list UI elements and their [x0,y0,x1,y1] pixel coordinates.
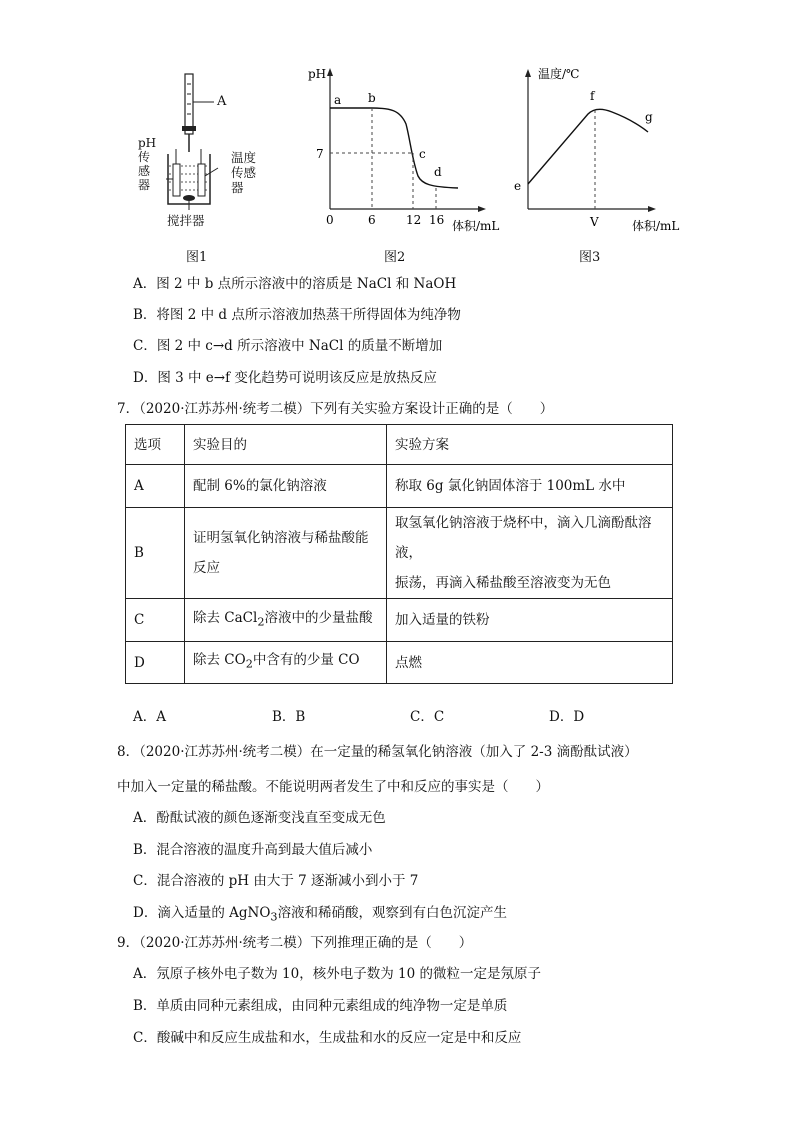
fig2-ylabel: pH [308,67,327,81]
plan-cell: 称取 6g 氯化钠固体溶于 100mL 水中 [387,465,673,508]
q7-stem: 7．（2020·江苏苏州·统考二模）下列有关实验方案设计正确的是（ ） [117,401,554,417]
q7-answer-c: C．C [410,709,445,725]
fig1-caption: 图1 [186,250,208,265]
purpose-cell [185,642,387,684]
q6-option-a: A．图 2 中 b 点所示溶液中的溶质是 NaCl 和 NaOH [133,276,457,292]
fig1-ph-sensor-line: pH [138,136,157,150]
purpose-line: 证明氢氧化钠溶液与稀盐酸能 [193,530,369,546]
table-row [126,465,673,508]
header-cell: 实验目的 [185,425,387,465]
option-text: D．滴入适量的 AgNO [133,905,271,921]
q7-table [125,424,673,684]
table-row [126,599,673,642]
purpose-text: 溶液中的少量盐酸 [264,609,373,626]
q8-option-c: C．混合溶液的 pH 由大于 7 逐渐减小到小于 7 [133,873,419,889]
fig1-ph-sensor-line: 传 [138,150,151,164]
q6-option-c: C．图 2 中 c→d 所示溶液中 NaCl 的质量不断增加 [133,338,443,354]
fig1-ph-sensor-line: 感 [138,164,151,178]
table-row [126,508,673,599]
fig2-xtick-12: 12 [406,213,422,227]
option-cell: D [126,642,185,684]
fig2-xlabel: 体积/mL [452,219,500,233]
fig2-caption: 图2 [384,250,406,265]
q7-answer-b: B．B [272,709,306,725]
fig1-stirrer-label: 搅拌器 [167,213,205,228]
fig2-point-d: d [434,165,442,179]
fig3-caption: 图3 [579,250,601,265]
plan-line: 取氢氧化钠溶液于烧杯中，滴入几滴酚酞溶液， [395,515,652,561]
fig1-ph-sensor-label [138,136,156,192]
option-cell: B [126,508,185,599]
fig3-ylabel: 温度/℃ [538,67,580,81]
fig2-point-a: a [334,93,342,107]
fig3-point-f: f [590,89,595,103]
q9-stem: 9．（2020·江苏苏州·统考二模）下列推理正确的是（ ） [117,935,473,951]
purpose-text: 除去 CaCl [193,609,258,626]
fig1-temp-sensor-line: 温度 [231,150,257,165]
q9-option-c: C．酸碱中和反应生成盐和水，生成盐和水的反应一定是中和反应 [133,1030,522,1046]
subscript: 3 [270,910,278,924]
fig3-xlabel: 体积/mL [632,219,680,233]
fig3-xtick-V: V [590,215,599,229]
fig1-temp-sensor-line: 器 [231,180,244,195]
option-cell: C [126,599,185,642]
table-header-row [126,425,673,465]
q9-option-a: A．氖原子核外电子数为 10，核外电子数为 10 的微粒一定是氖原子 [133,966,541,982]
option-text: 溶液和稀硝酸，观察到有白色沉淀产生 [277,905,508,921]
fig1-ph-sensor-line: 器 [138,178,151,192]
q6-option-b: B．将图 2 中 d 点所示溶液加热蒸干所得固体为纯净物 [133,307,461,323]
purpose-cell [185,508,387,599]
q8-stem-line-2: 中加入一定量的稀盐酸。不能说明两者发生了中和反应的事实是（ ） [117,779,549,795]
subscript: 2 [257,615,265,629]
fig2-point-c: c [419,147,426,161]
q8-option-d [133,903,507,928]
q7-answer-a: A．A [133,709,166,725]
purpose-line: 反应 [193,560,220,576]
figure-2-ph-curve [300,64,510,234]
plan-cell: 点燃 [387,642,673,684]
purpose-text: 中含有的少量 CO [252,652,360,669]
plan-line: 振荡，再滴入稀盐酸至溶液变为无色 [395,575,611,591]
fig1-label-A: A [217,94,227,109]
q8-option-a: A．酚酞试液的颜色逐渐变浅直至变成无色 [133,810,386,826]
fig2-xtick-6: 6 [368,213,376,227]
purpose-cell: 配制 6%的氯化钠溶液 [185,465,387,508]
fig2-ytick-7: 7 [316,147,324,161]
fig3-point-e: e [514,179,522,193]
fig2-xtick-16: 16 [429,213,445,227]
purpose-cell [185,599,387,642]
table-row [126,642,673,684]
q6-option-d: D．图 3 中 e→f 变化趋势可说明该反应是放热反应 [133,370,437,386]
q8-stem-line-1: 8．（2020·江苏苏州·统考二模）在一定量的稀氢氧化钠溶液（加入了 2-3 滴酚酞试液） [117,744,638,760]
fig3-point-g: g [645,110,653,124]
header-cell: 选项 [126,425,185,465]
option-cell: A [126,465,185,508]
fig2-point-b: b [368,91,376,105]
q8-option-b: B．混合溶液的温度升高到最大值后减小 [133,842,373,858]
fig1-temp-sensor-label [231,150,256,195]
purpose-text: 除去 CO [193,652,246,669]
plan-cell: 加入适量的铁粉 [387,599,673,642]
header-cell: 实验方案 [387,425,673,465]
fig1-temp-sensor-line: 传感 [231,165,257,180]
plan-cell [387,508,673,599]
subscript: 2 [245,657,253,671]
q9-option-b: B．单质由同种元素组成，由同种元素组成的纯净物一定是单质 [133,998,508,1014]
figure-3-temperature-curve [510,64,690,234]
q7-answer-d: D．D [549,709,585,725]
fig2-xtick-0: 0 [326,213,334,227]
